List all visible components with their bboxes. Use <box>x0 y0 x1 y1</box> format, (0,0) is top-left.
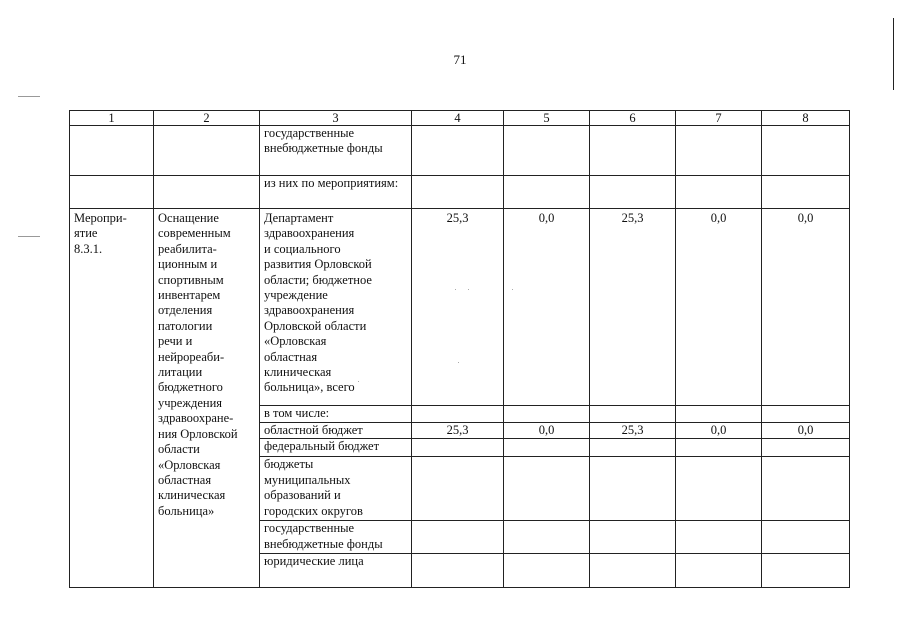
funding-source-line: государственные <box>264 521 355 536</box>
event-description-line: Оснащение <box>158 211 219 225</box>
value-cell: 0,0 <box>676 423 762 439</box>
event-description-line: современным <box>158 226 231 241</box>
funding-source-line: и социального <box>264 241 341 256</box>
empty-cell <box>70 126 154 176</box>
event-code-line: 8.3.1. <box>74 241 103 256</box>
empty-cell <box>676 126 762 176</box>
funding-source-line: «Орловская <box>264 334 327 349</box>
value-cell: 25,3 <box>590 209 676 406</box>
event-description-line: больница» <box>158 503 215 518</box>
table-row <box>70 126 850 176</box>
value-cell: 0,0 <box>504 209 590 406</box>
event-description-line: областная <box>158 472 212 487</box>
funding-source-line: муниципальных <box>264 472 351 487</box>
event-description-line: спортивным <box>158 272 224 287</box>
scan-mark <box>18 96 40 97</box>
event-code-line: ятие <box>74 226 98 241</box>
value-cell <box>762 439 850 457</box>
event-description-line: патологии <box>158 318 213 333</box>
event-description-line: ния Орловской <box>158 426 238 441</box>
event-description-line: клиническая <box>158 488 226 503</box>
event-description-line: «Орловская <box>158 457 221 472</box>
column-number: 1 <box>70 111 154 126</box>
budget-table <box>69 110 850 588</box>
event-description-line: бюджетного <box>158 380 223 395</box>
funding-source-cell: областной бюджет <box>260 423 412 439</box>
funding-source-line: здравоохранения <box>264 226 355 241</box>
funding-source-cell: в том числе: <box>260 406 412 423</box>
value-cell: 25,3 <box>590 423 676 439</box>
funding-source-cell <box>260 521 412 554</box>
event-description-line: учреждения <box>158 395 223 410</box>
value-cell <box>676 457 762 521</box>
column-number-row <box>70 111 850 126</box>
funding-source-line: развития Орловской <box>264 257 372 272</box>
value-cell <box>590 439 676 457</box>
funding-source-line: области; бюджетное <box>264 272 372 287</box>
value-cell <box>412 554 504 588</box>
funding-source-cell <box>260 209 412 406</box>
funding-source-line: областная <box>264 349 318 364</box>
event-description-line: литации <box>158 365 203 380</box>
value-cell <box>412 457 504 521</box>
event-description-line: области <box>158 442 200 457</box>
event-description-line: нейрореаби- <box>158 349 225 364</box>
funding-source-line: бюджеты <box>264 457 314 472</box>
table-row <box>70 176 850 209</box>
empty-cell <box>154 176 260 209</box>
value-cell <box>504 521 590 554</box>
column-number: 8 <box>762 111 850 126</box>
value-cell <box>762 457 850 521</box>
empty-cell <box>590 176 676 209</box>
event-description-line: речи и <box>158 334 193 349</box>
column-number: 7 <box>676 111 762 126</box>
funding-source-line: внебюджетные фонды <box>264 536 383 551</box>
value-cell <box>504 439 590 457</box>
event-description-line: отделения <box>158 303 213 318</box>
funding-source-cell: федеральный бюджет <box>260 439 412 457</box>
empty-cell <box>412 126 504 176</box>
empty-cell <box>412 176 504 209</box>
funding-source-line: клиническая <box>264 365 332 380</box>
empty-cell <box>504 126 590 176</box>
value-cell: 25,3 <box>412 209 504 406</box>
funding-source-line: городских округов <box>264 503 363 518</box>
event-description-line: инвентарем <box>158 288 221 303</box>
column-number: 3 <box>260 111 412 126</box>
column-number: 5 <box>504 111 590 126</box>
funding-source-cell: государственные внебюджетные фонды <box>260 126 412 176</box>
empty-cell <box>154 126 260 176</box>
funding-source-line: здравоохранения <box>264 303 355 318</box>
empty-cell <box>70 176 154 209</box>
event-description-cell <box>154 209 260 588</box>
value-cell <box>676 521 762 554</box>
funding-source-line: Департамент <box>264 211 334 225</box>
value-cell <box>762 554 850 588</box>
scan-edge-line <box>893 18 894 90</box>
value-cell <box>676 554 762 588</box>
event-code-cell <box>70 209 154 588</box>
value-cell <box>590 406 676 423</box>
value-cell: 25,3 <box>412 423 504 439</box>
empty-cell <box>762 176 850 209</box>
funding-source-line: Орловской области <box>264 318 367 333</box>
empty-cell <box>762 126 850 176</box>
value-cell: 0,0 <box>762 209 850 406</box>
value-cell <box>590 521 676 554</box>
value-cell <box>762 406 850 423</box>
table-row <box>70 209 850 406</box>
value-cell: 0,0 <box>504 423 590 439</box>
event-description-line: ционным и <box>158 257 218 272</box>
funding-source-cell: юридические лица <box>260 554 412 588</box>
event-description-line: здравоохране- <box>158 411 234 426</box>
funding-source-line: больница», всего <box>264 380 355 395</box>
empty-cell <box>676 176 762 209</box>
value-cell <box>676 406 762 423</box>
column-number: 6 <box>590 111 676 126</box>
value-cell <box>590 554 676 588</box>
value-cell <box>676 439 762 457</box>
value-cell: 0,0 <box>676 209 762 406</box>
value-cell <box>590 457 676 521</box>
funding-source-cell: из них по мероприятиям: <box>260 176 412 209</box>
value-cell <box>504 554 590 588</box>
value-cell <box>412 521 504 554</box>
column-number: 2 <box>154 111 260 126</box>
funding-source-line: образований и <box>264 488 341 503</box>
scan-mark <box>18 236 40 237</box>
value-cell <box>504 457 590 521</box>
funding-source-cell <box>260 457 412 521</box>
value-cell <box>412 439 504 457</box>
value-cell <box>412 406 504 423</box>
empty-cell <box>590 126 676 176</box>
page-number: 71 <box>453 52 467 67</box>
funding-source-line: учреждение <box>264 288 328 303</box>
value-cell: 0,0 <box>762 423 850 439</box>
event-code-line: Меропри- <box>74 211 127 225</box>
empty-cell <box>504 176 590 209</box>
column-number: 4 <box>412 111 504 126</box>
value-cell <box>762 521 850 554</box>
value-cell <box>504 406 590 423</box>
event-description-line: реабилита- <box>158 241 217 256</box>
